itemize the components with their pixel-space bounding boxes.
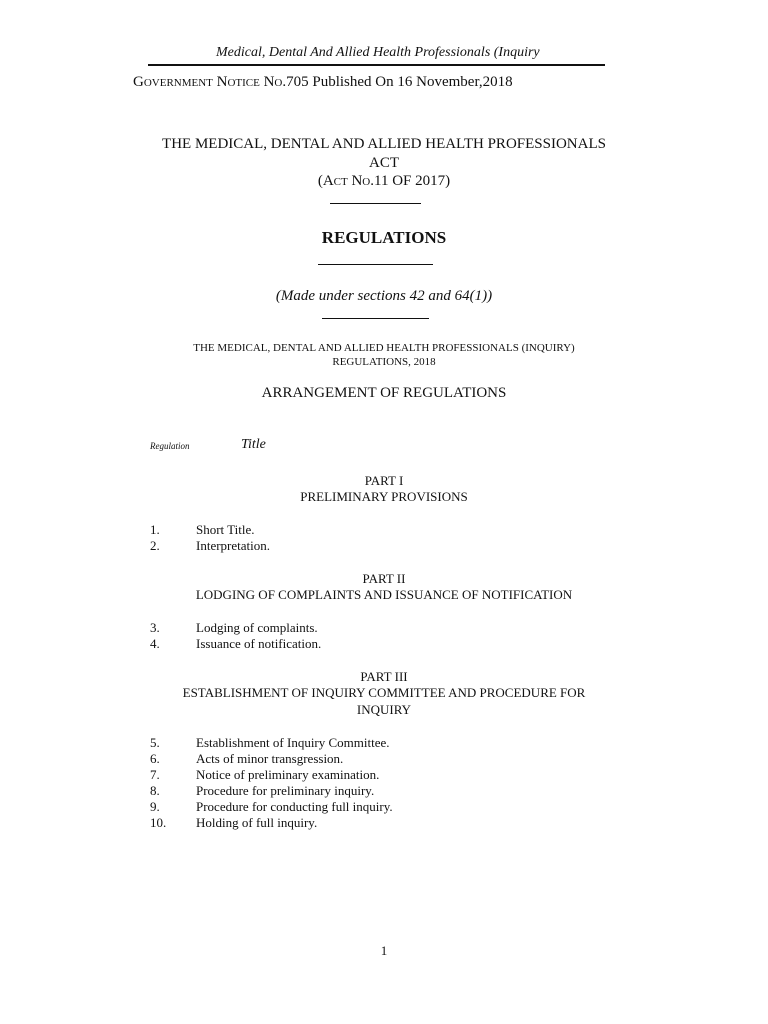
item-number: 6. [150, 751, 160, 766]
item-title: Acts of minor transgression. [196, 751, 344, 766]
item-title: Procedure for conducting full inquiry. [196, 799, 393, 814]
act-number-rest: 11 OF 2017) [374, 173, 451, 189]
notice-prefix: Government Notice No. [133, 74, 287, 90]
item-number: 10. [150, 815, 167, 830]
list-item [0, 636, 768, 652]
part-heading-line2: INQUIRY [356, 702, 412, 717]
regulations-full-title-line2: REGULATIONS, 2018 [332, 356, 436, 368]
item-title: Issuance of notification. [196, 636, 322, 651]
item-title: Notice of preliminary examination. [196, 767, 380, 782]
part-heading-line1: ESTABLISHMENT OF INQUIRY COMMITTEE AND PROCEDURE FOR [182, 685, 586, 700]
regulations-heading: REGULATIONS [321, 228, 447, 247]
part-label: PART III [360, 669, 408, 684]
act-title-line1: THE MEDICAL, DENTAL AND ALLIED HEALTH PROFESSIONALS [162, 136, 606, 152]
arrangement-heading: ARRANGEMENT OF REGULATIONS [261, 385, 507, 401]
list-item [0, 783, 768, 799]
item-title: Holding of full inquiry. [196, 815, 318, 830]
list-item [0, 751, 768, 767]
part-heading: PRELIMINARY PROVISIONS [300, 489, 468, 504]
page-number: 1 [380, 943, 388, 958]
separator-line [318, 264, 433, 265]
government-notice [133, 74, 513, 91]
item-number: 9. [150, 799, 160, 814]
list-item [0, 735, 768, 751]
item-title: Establishment of Inquiry Committee. [196, 735, 390, 750]
part-heading: LODGING OF COMPLAINTS AND ISSUANCE OF NOTIFICATION [195, 587, 573, 602]
list-item [0, 815, 768, 831]
act-title-line2: ACT [369, 155, 399, 171]
item-number: 5. [150, 735, 160, 750]
item-number: 7. [150, 767, 160, 782]
act-number-prefix: (Act No. [317, 173, 375, 189]
item-number: 8. [150, 783, 160, 798]
separator-line [322, 318, 429, 319]
list-item [0, 620, 768, 636]
item-title: Procedure for preliminary inquiry. [196, 783, 375, 798]
item-number: 2. [150, 538, 160, 553]
item-number: 4. [150, 636, 160, 651]
made-under-note: (Made under sections 42 and 64(1)) [275, 288, 493, 304]
list-item [0, 799, 768, 815]
separator-line [330, 203, 421, 204]
item-title: Interpretation. [196, 538, 270, 553]
title-column-header: Title [241, 437, 266, 452]
part-label: PART I [364, 473, 404, 488]
running-header: Medical, Dental And Allied Health Professionals (Inquiry [216, 45, 540, 60]
regulation-column-header: Regulation [150, 441, 190, 451]
header-rule [148, 64, 605, 66]
list-item [0, 767, 768, 783]
item-number: 3. [150, 620, 160, 635]
notice-details: 705 Published On 16 November,2018 [286, 74, 513, 90]
list-item [0, 522, 768, 538]
item-title: Lodging of complaints. [196, 620, 318, 635]
item-number: 1. [150, 522, 160, 537]
part-label: PART II [362, 571, 406, 586]
regulations-full-title-line1: THE MEDICAL, DENTAL AND ALLIED HEALTH PROFESSIONALS (INQUIRY) [193, 342, 575, 354]
list-item [0, 538, 768, 554]
act-number [0, 172, 768, 191]
item-title: Short Title. [196, 522, 255, 537]
